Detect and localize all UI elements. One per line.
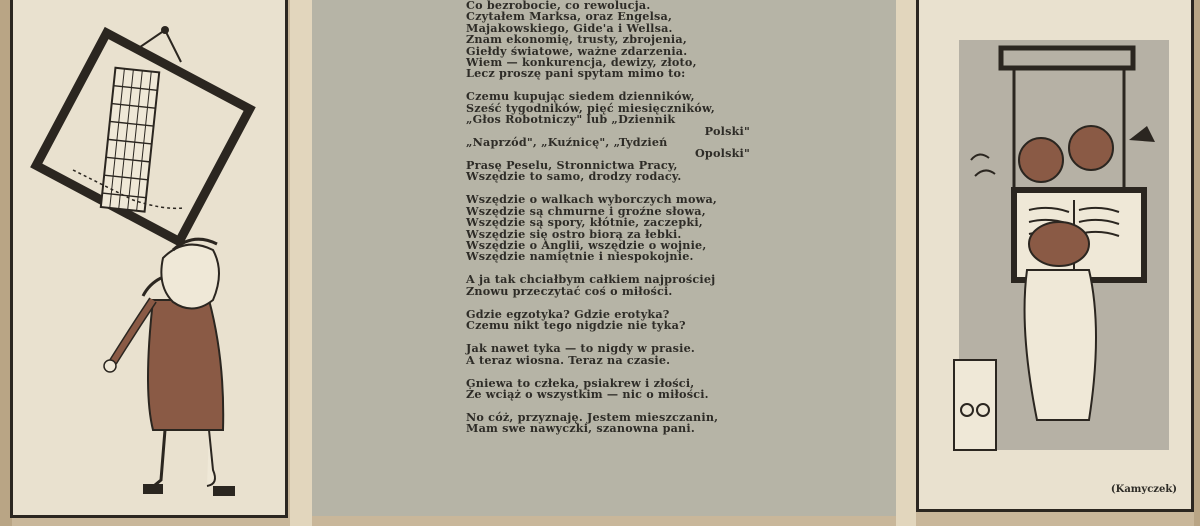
poem-line: Że wciąż o wszystkim — nic o miłości.: [466, 386, 709, 401]
left-cartoon-panel: [10, 0, 288, 518]
poem-line: Wszędzie są spory, kłótnie, zaczepki,: [466, 215, 703, 230]
gutter-right: [896, 0, 916, 526]
poem-line: Czemu kupując siedem dzienników,: [466, 89, 695, 104]
poem-line: Jak nawet tyka — to nigdy w prasie.: [466, 341, 696, 356]
poem-line: Majakowskiego, Gide'a i Wellsa.: [466, 20, 673, 35]
poem-line: Prasę Peselu, Stronnictwa Pracy,: [466, 157, 678, 172]
poem-line: Znowu przeczytać coś o miłości.: [466, 283, 673, 298]
poem-line: Lecz proszę pani spytam mimo to:: [466, 66, 686, 81]
poem-line: Mam swe nawyczki, szanowna pani.: [466, 421, 695, 436]
poem-line: Wszędzie się ostro biorą za łebki.: [466, 226, 682, 241]
poem-stanza: [466, 343, 886, 366]
poem-line: Wszędzie są chmurne i groźne słowa,: [466, 203, 706, 218]
poem-line: Wszędzie to samo, drodzy rodacy.: [466, 169, 682, 184]
poem-stanza: [466, 0, 886, 80]
poem-line: Gdzie egzotyka? Gdzie erotyka?: [466, 306, 670, 321]
paper-edge-right: [1194, 0, 1200, 526]
poem-stanza: [466, 194, 886, 262]
poem-text: [466, 0, 886, 446]
poem-stanza: [466, 375, 886, 401]
poem-stanza: [466, 409, 886, 436]
leaning-tower-cartoon-icon: [13, 0, 291, 518]
poem-line: Sześć tygodników, pięć miesięczników,: [466, 100, 715, 115]
poem-line: Opolski": [694, 146, 750, 161]
poem-line: A ja tak chciałbym całkiem najprościej: [466, 272, 716, 287]
signature: (Kamyczek): [1110, 484, 1177, 495]
poem-line: Gniewa to człeka, psiakrew i złości,: [466, 375, 695, 390]
xray-cartoon-icon: [919, 0, 1197, 512]
poem-line: Wszędzie o Anglii, wszędzie o wojnie,: [466, 237, 707, 252]
poem-line: No cóż, przyznaję. Jestem mieszczanin,: [466, 409, 719, 424]
poem-line: Giełdy światowe, ważne zdarzenia.: [466, 43, 688, 58]
poem-line: Wszędzie namiętnie i niespokojnie.: [466, 249, 694, 264]
poem-line: A teraz wiosna. Teraz na czasie.: [466, 352, 671, 367]
gutter-left: [290, 0, 312, 526]
poem-line: Znam ekonomię, trusty, zbrojenia,: [466, 32, 687, 47]
poem-stanza: [466, 274, 886, 297]
poem-stanza: [466, 91, 886, 182]
poem-line: Czytałem Marksa, oraz Engelsa,: [466, 9, 673, 24]
poem-stanza: [466, 306, 886, 333]
poem-line: Polski": [704, 123, 750, 138]
right-cartoon-panel: [916, 0, 1194, 512]
poem-line: Wiem — konkurencja, dewizy, złoto,: [466, 55, 697, 70]
poem-line: Co bezrobocie, co rewolucja.: [466, 0, 651, 12]
poem-line: „Naprzód", „Kuźnicę", „Tydzień: [466, 135, 668, 150]
poem-line: Wszędzie o walkach wyborczych mowa,: [466, 192, 717, 207]
poem-line: Czemu nikt tego nigdzie nie tyka?: [466, 318, 686, 333]
poem-line: „Głos Robotniczy" lub „Dziennik: [466, 112, 676, 127]
poem-box: [312, 0, 896, 516]
